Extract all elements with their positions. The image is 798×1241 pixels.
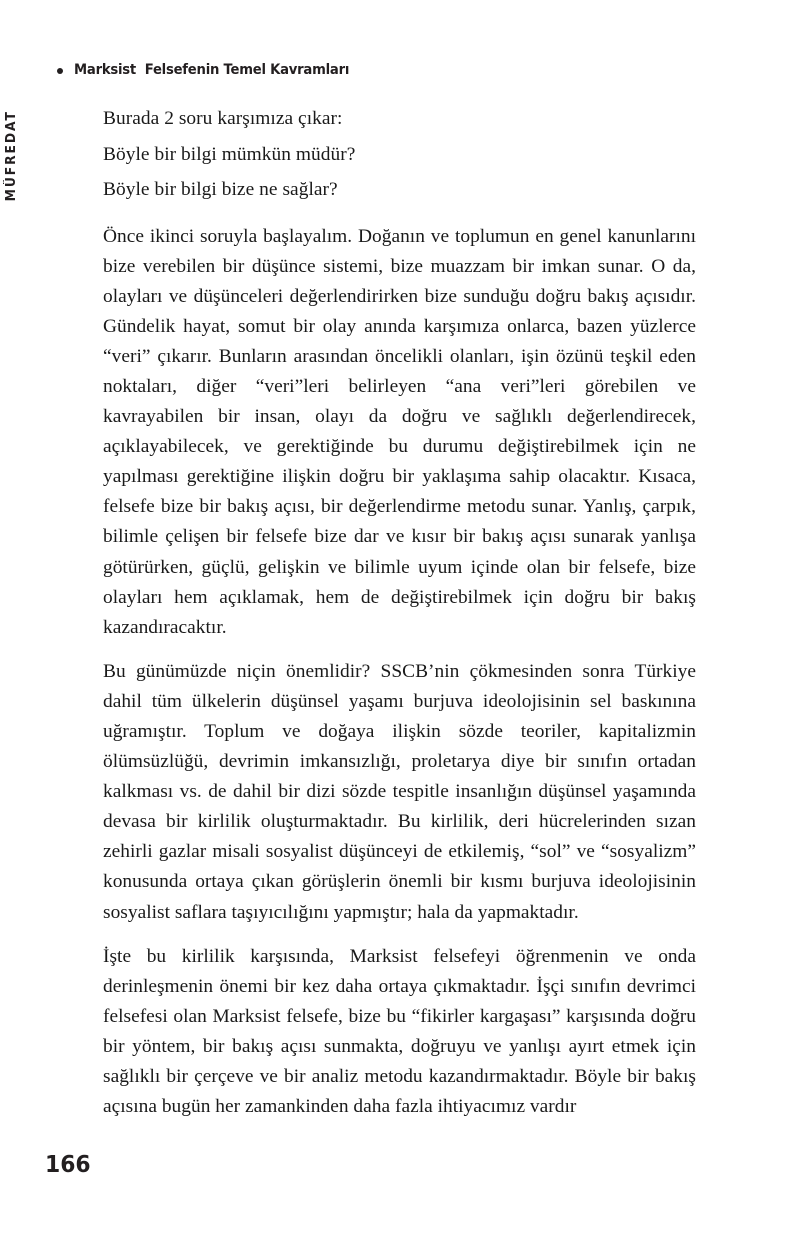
running-head [57, 62, 370, 78]
body-paragraph: Bu günümüzde niçin önemlidir? SSCB’nin çökmesinden sonra Türkiye dahil tüm ülkelerin düşünsel yaşamı burjuva ideolojisinin sel baskınına uğramıştır. Toplum ve doğaya ilişkin sözde teoriler, kapitalizmin ölümsüzlüğü, devrimin imkansızlığı, proletarya diye bir sınıfın ortadan kalkması vs. de dahil bir dizi sözde tespitle insanlığın düşünsel yaşamında devasa bir kirlilik oluşturmaktadır. Bu kirlilik, deri hücrelerinden sızan zehirli gazlar misali sosyalist düşünceyi de etkilemiş, “sol” ve “sosyalizm” konusunda ortaya çıkan görüşlerin önemli bir kısmı burjuva ideolojisinin sosyalist saflara taşıyıcılığını yapmıştır; hala da yapmaktadır. [103, 660, 696, 923]
running-head-title: Marksist Felsefenin Temel Kavramları [74, 62, 350, 78]
intro-line: Böyle bir bilgi mümkün müdür? [103, 143, 356, 165]
body-paragraph: İşte bu kirlilik karşısında, Marksist felsefeyi öğrenmenin ve onda derinleşmenin önemi bir kez daha ortaya çıkmaktadır. İşçi sınıfın devrimci felsefesi olan Marksist felsefe, bize bu “fikirler kargaşası” karşısında doğru bir yöntem, bir bakış açısı sunmakta, doğruyu ve yanlışı ayırt etmek için sağlıklı bir çerçeve ve bir analiz metodu kazandırmaktadır. Böyle bir bakış açısına bugün her zamankinden daha fazla ihtiyacımız vardır [103, 945, 696, 1118]
page-number: 166 [45, 1152, 91, 1178]
text-column [103, 101, 696, 1122]
side-tab-label: MÜFREDAT [3, 110, 19, 202]
body-paragraph: Önce ikinci soruyla başlayalım. Doğanın ve toplumun en genel kanunlarını bize verebilen bir düşünce sistemi, bize muazzam bir imkan sunar. O da, olayları ve düşünceleri değerlendirirken bize sunduğu doğru bakış açısıdır. Gündelik hayat, somut bir olay anında karşımıza onlarca, bazen yüzlerce “veri” çıkarır. Bunların arasından öncelikli olanları, işin özünü teşkil eden noktaları, diğer “veri”leri belirleyen “ana veri”leri görebilen ve kavrayabilen bir insan, olayı da doğru ve sağlıklı değerlendirecek, açıklayabilecek, ve gerektiğinde bu durumu değiştirebilmek için ne yapılması gerektiğine ilişkin doğru bir yaklaşıma sahip olacaktır. Kısaca, felsefe bize bir bakış açısı, bir değerlendirme metodu sunar. Yanlış, çarpık, bilimle çelişen bir felsefe bize dar ve kısır bir bakış açısı sunarak yanlışa götürürken, güçlü, gelişkin ve bilimle uyum içinde olan bir felsefe, bize olayları hem açıklamak, hem de değiştirebilmek için doğru bir bakış kazandıracaktır. [103, 225, 696, 638]
intro-line: Böyle bir bilgi bize ne sağlar? [103, 179, 338, 200]
side-tab [0, 88, 22, 208]
intro-line: Burada 2 soru karşımıza çıkar: [103, 108, 343, 129]
bullet-icon [57, 68, 63, 74]
